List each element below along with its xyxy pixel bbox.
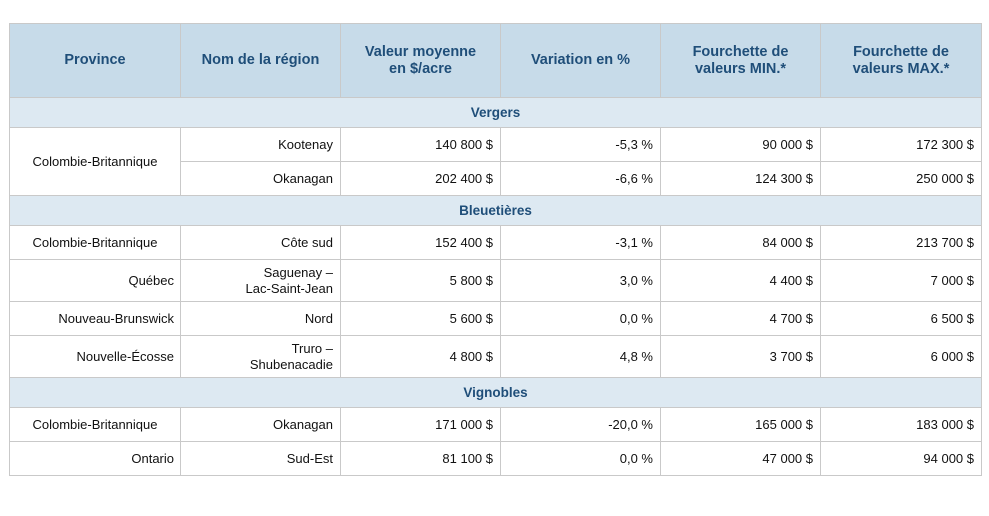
region-cell: Okanagan [181, 162, 341, 196]
table-row [10, 442, 982, 476]
section-row [10, 98, 982, 128]
header-region: Nom de la région [181, 24, 341, 98]
avg-value-cell: 171 000 $ [341, 408, 501, 442]
province-cell: Colombie-Britannique [10, 128, 181, 196]
region-cell [181, 260, 341, 302]
header-province: Province [10, 24, 181, 98]
avg-value-cell: 5 600 $ [341, 302, 501, 336]
region-line: Shubenacadie [249, 356, 333, 372]
max-range-cell: 213 700 $ [821, 226, 982, 260]
avg-value-cell: 81 100 $ [341, 442, 501, 476]
variation-cell: -20,0 % [501, 408, 661, 442]
region-line: Truro – [291, 340, 333, 356]
variation-cell: 0,0 % [501, 302, 661, 336]
region-cell: Kootenay [181, 128, 341, 162]
header-row [10, 24, 982, 98]
province-cell: Nouvelle-Écosse [10, 336, 181, 378]
avg-value-cell: 202 400 $ [341, 162, 501, 196]
max-range-cell: 172 300 $ [821, 128, 982, 162]
variation-cell: -6,6 % [501, 162, 661, 196]
variation-cell: -3,1 % [501, 226, 661, 260]
variation-cell: 0,0 % [501, 442, 661, 476]
region-line: Lac-Saint-Jean [245, 280, 333, 296]
province-cell: Colombie-Britannique [10, 408, 181, 442]
min-range-cell: 124 300 $ [661, 162, 821, 196]
section-title-bleuetieres: Bleuetières [10, 196, 982, 226]
max-range-cell: 250 000 $ [821, 162, 982, 196]
min-range-cell: 4 400 $ [661, 260, 821, 302]
avg-value-cell: 140 800 $ [341, 128, 501, 162]
table-row [10, 302, 982, 336]
region-cell [181, 336, 341, 378]
table-row [10, 226, 982, 260]
section-title-vergers: Vergers [10, 98, 982, 128]
province-cell: Nouveau-Brunswick [10, 302, 181, 336]
min-range-cell: 90 000 $ [661, 128, 821, 162]
province-cell: Colombie-Britannique [10, 226, 181, 260]
province-cell: Ontario [10, 442, 181, 476]
min-range-cell: 4 700 $ [661, 302, 821, 336]
max-range-cell: 94 000 $ [821, 442, 982, 476]
avg-value-cell: 5 800 $ [341, 260, 501, 302]
table-row [10, 336, 982, 378]
table-row [10, 128, 982, 162]
region-cell: Nord [181, 302, 341, 336]
province-cell: Québec [10, 260, 181, 302]
header-avg-value: Valeur moyenne en $/acre [341, 24, 501, 98]
table-row [10, 260, 982, 302]
section-title-vignobles: Vignobles [10, 378, 982, 408]
table-row [10, 408, 982, 442]
variation-cell: 4,8 % [501, 336, 661, 378]
header-max-range: Fourchette de valeurs MAX.* [821, 24, 982, 98]
min-range-cell: 165 000 $ [661, 408, 821, 442]
section-row [10, 378, 982, 408]
region-cell: Sud-Est [181, 442, 341, 476]
header-min-range: Fourchette de valeurs MIN.* [661, 24, 821, 98]
max-range-cell: 6 500 $ [821, 302, 982, 336]
region-cell: Côte sud [181, 226, 341, 260]
variation-cell: 3,0 % [501, 260, 661, 302]
avg-value-cell: 4 800 $ [341, 336, 501, 378]
max-range-cell: 7 000 $ [821, 260, 982, 302]
land-values-table [9, 23, 982, 476]
region-cell: Okanagan [181, 408, 341, 442]
min-range-cell: 47 000 $ [661, 442, 821, 476]
avg-value-cell: 152 400 $ [341, 226, 501, 260]
variation-cell: -5,3 % [501, 128, 661, 162]
section-row [10, 196, 982, 226]
header-variation: Variation en % [501, 24, 661, 98]
min-range-cell: 84 000 $ [661, 226, 821, 260]
min-range-cell: 3 700 $ [661, 336, 821, 378]
max-range-cell: 183 000 $ [821, 408, 982, 442]
max-range-cell: 6 000 $ [821, 336, 982, 378]
region-line: Saguenay – [263, 264, 333, 280]
